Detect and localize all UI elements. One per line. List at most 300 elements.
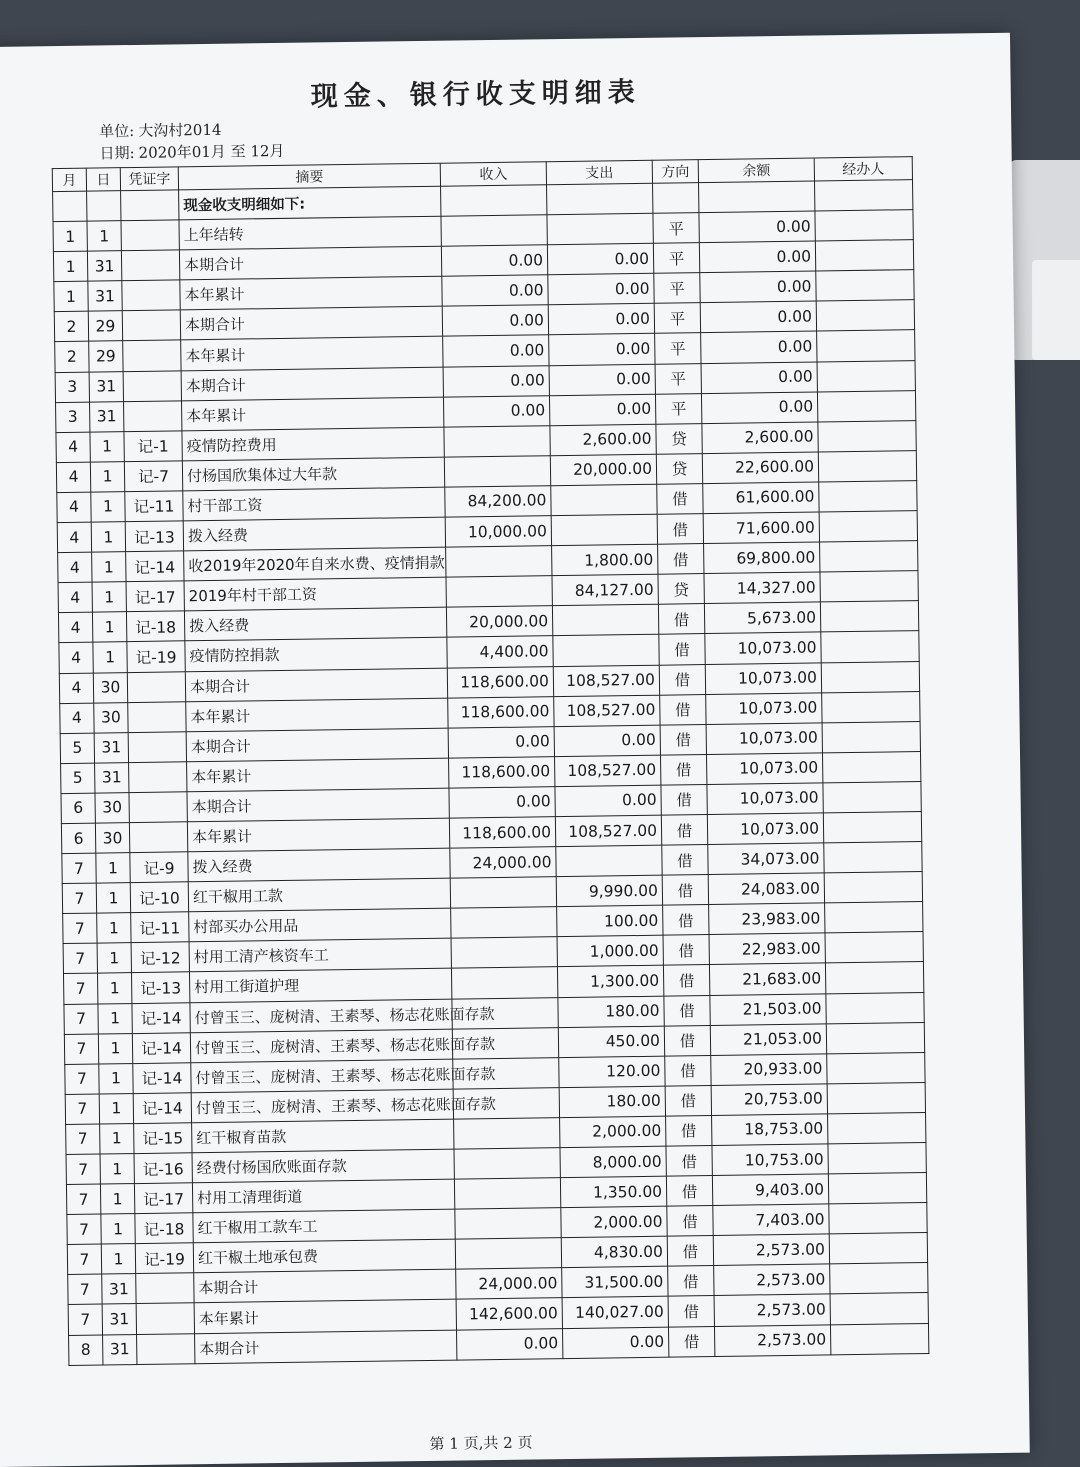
cell-balance: 2,573.00 (714, 1264, 830, 1296)
cell-summary: 付杨国欣集体过大年款 (182, 457, 444, 491)
desk-background-card-2 (1032, 260, 1080, 360)
cell-balance: 0.00 (701, 392, 817, 424)
cell-balance: 9,403.00 (712, 1174, 828, 1206)
cell-balance: 23,983.00 (709, 903, 825, 935)
cell-day: 1 (101, 1214, 135, 1245)
cell-handler (822, 691, 920, 722)
cell-month: 7 (68, 1305, 102, 1336)
header-income: 收入 (440, 162, 546, 186)
cell-month: 7 (65, 1094, 99, 1125)
cell-income: 84,200.00 (445, 486, 551, 518)
header-handler: 经办人 (814, 157, 912, 181)
cell-handler (819, 481, 917, 512)
cell-direction: 借 (657, 514, 703, 545)
cell-expense: 84,127.00 (552, 574, 658, 606)
cell-expense: 2,600.00 (550, 424, 656, 456)
cell-day (87, 191, 121, 222)
cell-voucher: 记-14 (132, 1002, 190, 1033)
cell-summary: 拨入经费 (184, 607, 446, 641)
cell-month: 4 (56, 432, 90, 463)
cell-handler (816, 300, 914, 331)
cell-direction: 借 (662, 875, 708, 906)
cell-handler (817, 360, 915, 391)
cell-income (441, 185, 547, 217)
cell-direction: 借 (658, 604, 704, 635)
cell-day: 1 (93, 642, 127, 673)
cell-summary: 红干椒用工款 (188, 878, 450, 912)
cell-day: 1 (99, 1063, 133, 1094)
cell-handler (815, 210, 913, 241)
cell-income: 10,000.00 (445, 516, 551, 548)
cell-voucher: 记-12 (131, 942, 189, 973)
cell-direction: 借 (668, 1266, 714, 1297)
cell-day: 1 (98, 1003, 132, 1034)
cell-direction: 借 (661, 815, 707, 846)
cell-balance: 14,327.00 (704, 572, 820, 604)
cell-day: 1 (100, 1184, 134, 1215)
cell-balance: 21,683.00 (709, 963, 825, 995)
cell-summary: 拨入经费 (188, 848, 450, 882)
cell-balance: 21,053.00 (710, 1024, 826, 1056)
cell-direction (653, 183, 699, 214)
cell-direction: 借 (658, 544, 704, 575)
cell-balance: 10,073.00 (706, 753, 822, 785)
cell-handler (819, 511, 917, 542)
cell-month: 1 (54, 281, 88, 312)
cell-month: 7 (63, 913, 97, 944)
cell-voucher (129, 762, 187, 793)
cell-direction: 平 (653, 243, 699, 274)
cell-balance: 0.00 (701, 331, 817, 363)
cell-handler (824, 842, 922, 873)
cell-day: 1 (90, 461, 124, 492)
cell-month: 4 (58, 582, 92, 613)
cell-expense (556, 845, 662, 877)
cell-direction: 平 (655, 333, 701, 364)
cell-expense: 2,000.00 (561, 1206, 667, 1238)
cell-balance: 5,673.00 (704, 602, 820, 634)
cell-handler (824, 872, 922, 903)
cell-month: 4 (57, 492, 91, 523)
cell-expense: 0.00 (555, 785, 661, 817)
cell-handler (825, 962, 923, 993)
cell-income (450, 877, 556, 909)
cell-expense: 9,990.00 (556, 875, 662, 907)
cell-income: 0.00 (448, 726, 554, 758)
cell-month: 7 (67, 1244, 101, 1275)
cell-expense: 0.00 (548, 274, 654, 306)
cell-expense: 1,300.00 (557, 966, 663, 998)
cell-handler (825, 932, 923, 963)
cell-day: 1 (87, 221, 121, 252)
cell-income (454, 1148, 560, 1180)
cell-direction: 贷 (656, 423, 702, 454)
header-summary: 摘要 (178, 163, 440, 190)
cell-handler (829, 1233, 927, 1264)
cell-expense: 1,350.00 (560, 1176, 666, 1208)
cell-day: 1 (99, 1093, 133, 1124)
unit-line (99, 119, 222, 142)
cell-expense: 0.00 (548, 304, 654, 336)
cell-income: 0.00 (457, 1328, 563, 1360)
cell-balance: 10,073.00 (707, 783, 823, 815)
cell-day: 30 (93, 672, 127, 703)
cell-balance: 7,403.00 (713, 1204, 829, 1236)
cell-summary: 村用工清产核资车工 (189, 938, 451, 972)
cell-income: 24,000.00 (456, 1268, 562, 1300)
cell-handler (817, 390, 915, 421)
cell-direction: 借 (665, 1085, 711, 1116)
cell-balance: 24,083.00 (708, 873, 824, 905)
cell-balance: 10,753.00 (712, 1144, 828, 1176)
cell-day: 1 (92, 612, 126, 643)
cell-voucher (122, 280, 180, 311)
cell-direction: 贷 (658, 574, 704, 605)
cell-expense: 20,000.00 (550, 454, 656, 486)
cell-voucher (129, 822, 187, 853)
cell-handler (828, 1143, 926, 1174)
cell-income: 0.00 (449, 787, 555, 819)
cell-day: 31 (103, 1334, 137, 1365)
cell-summary: 红干椒用工款车工 (193, 1209, 455, 1243)
cell-summary: 村部买办公用品 (189, 908, 451, 942)
cell-month: 7 (66, 1124, 100, 1155)
cell-day: 31 (90, 401, 124, 432)
cell-balance: 61,600.00 (703, 482, 819, 514)
cell-direction: 借 (665, 1055, 711, 1086)
cell-direction: 借 (660, 694, 706, 725)
cell-day: 29 (89, 341, 123, 372)
cell-expense: 0.00 (547, 243, 653, 275)
cell-handler (820, 601, 918, 632)
cell-expense: 108,527.00 (555, 755, 661, 787)
cell-summary: 付曾玉三、庞树清、王素琴、杨志花账面存款 (191, 1059, 453, 1093)
cell-direction: 借 (663, 965, 709, 996)
cell-summary: 疫情防控捐款 (185, 638, 447, 672)
cell-balance: 22,983.00 (709, 933, 825, 965)
cell-day: 1 (91, 492, 125, 523)
cell-voucher: 记-13 (131, 972, 189, 1003)
cell-income: 142,600.00 (456, 1298, 562, 1330)
cell-summary: 本期合计 (194, 1269, 456, 1303)
cell-summary: 本年累计 (181, 337, 443, 371)
cell-month: 7 (63, 943, 97, 974)
cell-handler (830, 1293, 928, 1324)
cell-day: 30 (95, 792, 129, 823)
cell-voucher: 记-17 (134, 1183, 192, 1214)
cell-handler (816, 270, 914, 301)
cell-month: 7 (65, 1064, 99, 1095)
cell-summary: 本年累计 (180, 276, 442, 310)
cell-day: 31 (88, 281, 122, 312)
cell-day: 31 (94, 732, 128, 763)
header-expense: 支出 (546, 160, 652, 184)
cell-handler (823, 812, 921, 843)
cell-handler (815, 240, 913, 271)
cell-handler (822, 751, 920, 782)
cell-voucher: 记-18 (135, 1213, 193, 1244)
date-value: 2020年01月 至 12月 (138, 141, 285, 162)
cell-day: 30 (94, 702, 128, 733)
cell-direction: 借 (660, 754, 706, 785)
cell-handler (828, 1112, 926, 1143)
cell-month: 7 (66, 1154, 100, 1185)
cell-expense (551, 514, 657, 546)
cell-handler (818, 450, 916, 481)
cell-direction: 借 (666, 1115, 712, 1146)
cell-expense: 120.00 (559, 1056, 665, 1088)
cell-day: 1 (97, 943, 131, 974)
cell-summary: 本年累计 (194, 1300, 456, 1334)
cell-direction: 平 (653, 213, 699, 244)
cell-balance: 21,503.00 (710, 993, 826, 1025)
cell-expense: 2,000.00 (560, 1116, 666, 1148)
cell-handler (820, 541, 918, 572)
cell-month: 2 (54, 312, 88, 343)
cell-summary: 本期合计 (180, 307, 442, 341)
cell-summary: 红干椒育苗款 (192, 1119, 454, 1153)
cell-voucher: 记-13 (125, 521, 183, 552)
cell-month: 7 (64, 1034, 98, 1065)
cell-month: 4 (59, 673, 93, 704)
cell-voucher (124, 400, 182, 431)
cell-income: 118,600.00 (447, 666, 553, 698)
cell-expense: 1,000.00 (557, 936, 663, 968)
cell-direction: 借 (657, 484, 703, 515)
cell-voucher: 记-14 (132, 1032, 190, 1063)
cell-summary: 经费付杨国欣账面存款 (192, 1149, 454, 1183)
cell-balance: 0.00 (699, 241, 815, 273)
cell-day: 1 (90, 431, 124, 462)
cell-voucher (128, 701, 186, 732)
cell-month: 7 (62, 853, 96, 884)
cell-voucher (123, 370, 181, 401)
cell-voucher (137, 1333, 195, 1364)
cell-expense: 0.00 (562, 1327, 668, 1359)
cell-balance: 10,073.00 (706, 693, 822, 725)
header-month: 月 (52, 168, 86, 191)
cell-month: 1 (53, 251, 87, 282)
cell-income (454, 1118, 560, 1150)
cell-day: 1 (100, 1154, 134, 1185)
cell-expense (552, 605, 658, 637)
cell-voucher: 记-16 (134, 1153, 192, 1184)
header-direction: 方向 (652, 160, 698, 184)
cell-summary: 村用工清理街道 (192, 1179, 454, 1213)
cell-summary: 现金收支明细如下: (179, 186, 441, 220)
cell-handler (829, 1203, 927, 1234)
cell-expense: 108,527.00 (554, 695, 660, 727)
cell-expense: 0.00 (549, 334, 655, 366)
cell-day: 1 (100, 1123, 134, 1154)
cell-handler (815, 180, 913, 211)
cell-income (454, 1178, 560, 1210)
cell-income (451, 937, 557, 969)
cell-voucher (136, 1273, 194, 1304)
cell-day: 31 (89, 371, 123, 402)
document-title: 现金、银行收支明细表 (310, 76, 641, 113)
cell-direction: 借 (664, 995, 710, 1026)
cell-voucher: 记-14 (126, 551, 184, 582)
cell-day: 1 (92, 582, 126, 613)
cell-voucher (121, 220, 179, 251)
cell-month: 4 (56, 462, 90, 493)
cell-expense: 0.00 (549, 394, 655, 426)
cell-expense: 108,527.00 (553, 665, 659, 697)
cell-summary: 村用工街道护理 (189, 969, 451, 1003)
cell-expense: 0.00 (549, 364, 655, 396)
cell-balance: 10,073.00 (707, 813, 823, 845)
cell-expense (553, 635, 659, 667)
cell-income (451, 967, 557, 999)
cell-direction: 平 (654, 273, 700, 304)
cell-balance: 10,073.00 (705, 632, 821, 664)
cell-voucher (127, 671, 185, 702)
cell-voucher: 记-1 (124, 431, 182, 462)
cell-direction: 借 (660, 724, 706, 755)
cell-expense: 8,000.00 (560, 1146, 666, 1178)
cell-month: 4 (60, 703, 94, 734)
cell-month: 7 (68, 1274, 102, 1305)
page-footer: 第 1 页,共 2 页 (429, 1433, 533, 1453)
cell-direction: 借 (664, 1025, 710, 1056)
cell-expense: 140,027.00 (562, 1297, 668, 1329)
cell-expense: 100.00 (557, 905, 663, 937)
cell-income: 4,400.00 (447, 636, 553, 668)
cell-day: 31 (102, 1274, 136, 1305)
cell-direction: 平 (655, 393, 701, 424)
cell-summary: 本期合计 (179, 246, 441, 280)
cell-day: 1 (96, 883, 130, 914)
cell-handler (823, 781, 921, 812)
cell-month: 4 (58, 612, 92, 643)
cell-month: 7 (63, 974, 97, 1005)
cell-direction: 平 (654, 303, 700, 334)
cell-direction: 借 (666, 1146, 712, 1177)
date-line (99, 140, 284, 164)
cell-summary: 付曾玉三、庞树清、王素琴、杨志花账面存款 (190, 999, 452, 1033)
cell-direction: 借 (667, 1236, 713, 1267)
cell-month: 3 (56, 402, 90, 433)
cell-income: 0.00 (442, 305, 548, 337)
cell-voucher (121, 190, 179, 221)
cell-voucher: 记-17 (126, 581, 184, 612)
cell-day: 1 (92, 552, 126, 583)
cell-summary: 付曾玉三、庞树清、王素琴、杨志花账面存款 (191, 1089, 453, 1123)
cell-voucher: 记-19 (135, 1243, 193, 1274)
header-day: 日 (86, 168, 120, 191)
cell-voucher: 记-7 (124, 461, 182, 492)
cell-summary: 上年结转 (179, 216, 441, 250)
unit-label: 单位: (99, 121, 135, 141)
cell-balance: 20,753.00 (711, 1084, 827, 1116)
cell-month: 7 (64, 1004, 98, 1035)
cell-expense: 450.00 (558, 1026, 664, 1058)
cell-voucher: 记-10 (130, 882, 188, 913)
cell-expense (547, 213, 653, 245)
cell-income: 0.00 (443, 335, 549, 367)
cell-income: 0.00 (441, 245, 547, 277)
cell-balance: 10,073.00 (706, 723, 822, 755)
cell-month: 8 (69, 1335, 103, 1366)
cell-summary: 本期合计 (185, 668, 447, 702)
unit-value: 大沟村2014 (138, 120, 222, 140)
cell-voucher (136, 1303, 194, 1334)
cell-handler (821, 661, 919, 692)
cell-month: 7 (67, 1214, 101, 1245)
cell-voucher: 记-11 (131, 912, 189, 943)
cell-handler (830, 1323, 928, 1354)
cell-direction: 借 (659, 634, 705, 665)
cell-voucher: 记-18 (126, 611, 184, 642)
cell-voucher: 记-14 (133, 1062, 191, 1093)
cell-summary: 本年累计 (186, 698, 448, 732)
ledger-table (52, 156, 930, 1366)
cell-summary: 本期合计 (181, 367, 443, 401)
cell-handler (821, 631, 919, 662)
cell-day: 1 (101, 1244, 135, 1275)
cell-expense (547, 183, 653, 215)
cell-month: 3 (55, 372, 89, 403)
cell-income (441, 215, 547, 247)
cell-day: 1 (91, 522, 125, 553)
cell-month: 4 (57, 522, 91, 553)
ledger-body (53, 180, 929, 1366)
cell-day: 30 (95, 823, 129, 854)
cell-direction: 借 (667, 1206, 713, 1237)
cell-balance: 2,573.00 (714, 1294, 830, 1326)
cell-handler (828, 1173, 926, 1204)
cell-day: 31 (102, 1304, 136, 1335)
cell-month: 6 (61, 823, 95, 854)
cell-handler (817, 330, 915, 361)
cell-direction: 借 (663, 935, 709, 966)
cell-summary: 红干椒土地承包费 (193, 1239, 455, 1273)
cell-expense: 180.00 (559, 1086, 665, 1118)
cell-voucher (121, 250, 179, 281)
cell-income: 118,600.00 (448, 696, 554, 728)
cell-income: 24,000.00 (450, 847, 556, 879)
cell-month: 6 (61, 793, 95, 824)
cell-expense: 108,527.00 (555, 815, 661, 847)
cell-month: 1 (53, 221, 87, 252)
cell-handler (827, 1082, 925, 1113)
cell-income (455, 1208, 561, 1240)
cell-handler (818, 420, 916, 451)
cell-direction: 借 (659, 664, 705, 695)
cell-handler (826, 1022, 924, 1053)
cell-balance: 2,573.00 (713, 1234, 829, 1266)
cell-balance: 34,073.00 (708, 843, 824, 875)
cell-day: 1 (97, 913, 131, 944)
cell-voucher: 记-9 (130, 852, 188, 883)
cell-summary: 本期合计 (187, 788, 449, 822)
cell-voucher: 记-14 (133, 1093, 191, 1124)
cell-balance: 20,933.00 (711, 1054, 827, 1086)
cell-month: 2 (55, 342, 89, 373)
cell-summary: 收2019年2020年自来水费、疫情捐款 (184, 547, 446, 581)
cell-summary: 本年累计 (182, 397, 444, 431)
cell-month: 7 (62, 883, 96, 914)
cell-summary: 疫情防控费用 (182, 427, 444, 461)
cell-day: 31 (95, 762, 129, 793)
cell-balance: 0.00 (699, 211, 815, 243)
cell-direction: 借 (666, 1176, 712, 1207)
cell-expense: 1,800.00 (552, 544, 658, 576)
cell-handler (822, 721, 920, 752)
cell-handler (826, 992, 924, 1023)
cell-day: 1 (98, 1033, 132, 1064)
